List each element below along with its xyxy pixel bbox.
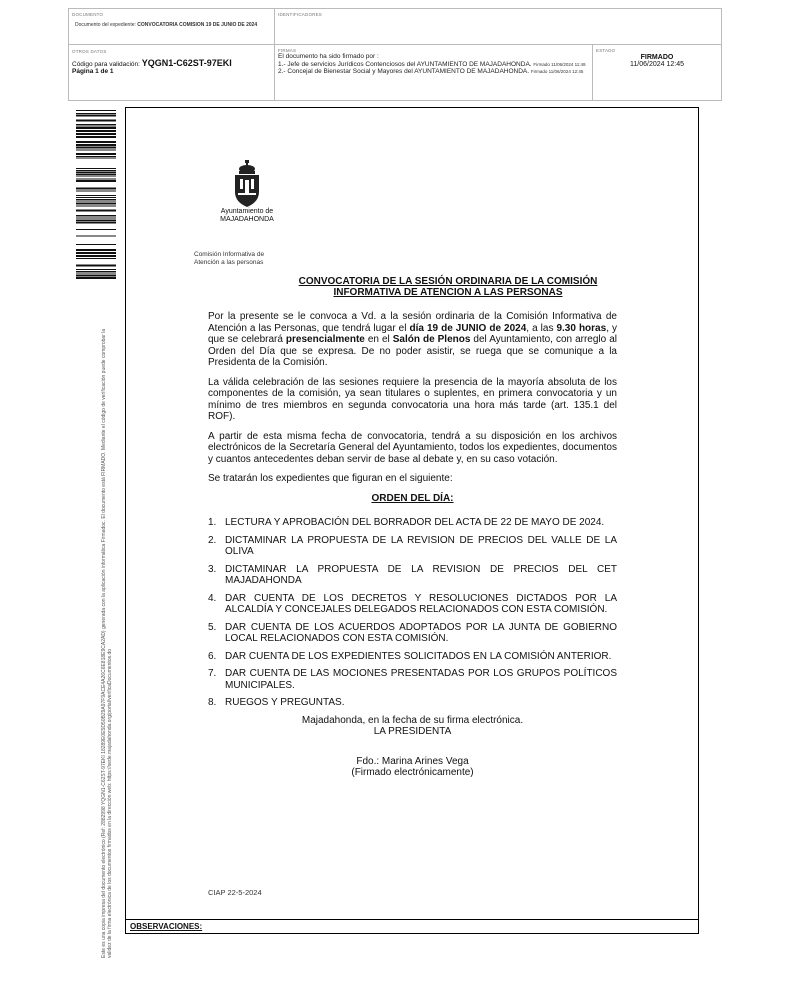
document-page (125, 107, 699, 934)
signature-place-date: Majadahonda, en la fecha de su firma electrónica. (301, 714, 524, 726)
department-line-1: Comisión Informativa de (194, 251, 265, 258)
paragraph-2: La válida celebración de las sesiones requiere la presencia de la mayoría absoluta de los componentes de la comisión, ya sean titulares o suplentes, en primera convocatoria y un mínimo de tres miembros en segunda convocatoria una hora más tarde (art. 135.1 del ROF). (208, 376, 617, 422)
title-line-1: CONVOCATORIA DE LA SESIÓN ORDINARIA DE LA COMISIÓN (298, 276, 598, 287)
firma-1-text: 1.- Jefe de servicios Jurídicos Contenciosos del AYUNTAMIENTO DE MAJADAHONDA. (278, 60, 532, 68)
department-line-2: Atención a las personas (194, 259, 264, 266)
list-item: 2. DICTAMINAR LA PROPUESTA DE LA REVISION DE PRECIOS DEL VALLE DE LA OLIVA (208, 534, 617, 557)
signature-note: (Firmado electrónicamente) (351, 767, 474, 778)
list-item: 8. RUEGOS Y PREGUNTAS. (208, 697, 345, 708)
firma-1 (278, 61, 589, 69)
estado-value: FIRMADO (640, 54, 674, 61)
signature-role: LA PRESIDENTA (373, 726, 452, 737)
department-label (194, 251, 264, 267)
document-reference: CIAP 22-5-2024 (208, 888, 262, 897)
coat-of-arms-icon (230, 160, 264, 208)
verification-side-text: Este es una copia impresa del documento electrónico (Ref: 2882998 YQGN1-C62ST-97EKI 18289E0E5D50B29A97F9ACE4A26C6E818E9CA2AD) generada con la aplicación informática Firmadoc. El documento está FIRMADO. Mediante el código de verificación puede comprobar la validez de la firma electrónica de los documentos firmados en la dirección web: https://sede.majadahonda.org/portal/verificaDocumentos.do (101, 328, 113, 958)
documento-cell (69, 9, 275, 45)
document-title (288, 276, 608, 298)
list-item: 4. DAR CUENTA DE LOS DECRETOS Y RESOLUCIONES DICTADOS POR LA ALCALDÍA Y CONCEJALES DELEGADOS RELACIONADOS CON ESTA COMISIÓN. (208, 592, 617, 615)
signature-name: Fdo.: Marina Arines Vega (356, 755, 469, 767)
paragraph-1: Por la presente se le convoca a Vd. a la sesión ordinaria de la Comisión Informativa de Atención a las Personas, que tendrá lugar el día 19 de JUNIO de 2024, a las 9.30 horas, y que se celebrará presencialmente en el Salón de Plenos del Ayuntamiento, con arreglo al Orden del Día que se expresa. De no poder asistir, se ruega que se comunique a la Presidenta de la Comisión. (208, 311, 617, 368)
identificadores-label: IDENTIFICADORES (278, 12, 323, 17)
firma-2-date: Firmado 11/06/2024 12:45 (530, 69, 584, 74)
observaciones-label: OBSERVACIONES: (126, 919, 698, 933)
list-item: 5. DAR CUENTA DE LOS ACUERDOS ADOPTADOS POR LA JUNTA DE GOBIERNO LOCAL RELACIONADOS CON ESTA COMISIÓN. (208, 621, 617, 644)
documento-text-pre: Documento del expediente: (75, 22, 136, 28)
estado-cell (593, 45, 721, 101)
list-item: 6. DAR CUENTA DE LOS EXPEDIENTES SOLICITADOS EN LA COMISIÓN ANTERIOR. (208, 650, 612, 662)
documento-label: DOCUMENTO (72, 12, 104, 17)
signature-header (68, 8, 722, 101)
estado-date: 11/06/2024 12:45 (630, 61, 684, 68)
orden-del-dia-title: ORDEN DEL DÍA: (371, 492, 454, 504)
estado-label: ESTADO (596, 48, 616, 53)
orden-del-dia-list (208, 517, 617, 709)
paragraph-3: A partir de esta misma fecha de convocatoria, tendrá a su disposición en los archivos electrónicos de la Secretaría General del Ayuntamiento, todos los expedientes, documentos y cuantos antecedentes deban servir de base al debate y, en su caso votación. (208, 430, 617, 465)
logo-line-1: Ayuntamiento de (220, 208, 274, 215)
list-item: 7. DAR CUENTA DE LAS MOCIONES PRESENTADAS POR LOS GRUPOS POLÍTICOS MUNICIPALES. (208, 668, 617, 691)
list-item: 1. LECTURA Y APROBACIÓN DEL BORRADOR DEL ACTA DE 22 DE MAYO DE 2024. (208, 517, 605, 528)
codigo-validacion (72, 58, 271, 68)
signature-block (208, 715, 617, 779)
codigo-label: Código para validación: (72, 61, 140, 68)
identificadores-cell (275, 9, 721, 45)
documento-text (72, 22, 271, 28)
document-body (208, 311, 617, 779)
logo-line-2: MAJADAHONDA (220, 216, 274, 223)
municipal-logo (210, 160, 284, 224)
title-line-2: INFORMATIVA DE ATENCION A LAS PERSONAS (333, 287, 563, 298)
barcode (76, 108, 116, 280)
firmas-label: FIRMAS (278, 48, 297, 53)
firma-2 (278, 68, 589, 76)
firmas-intro: El documento ha sido firmado por : (278, 53, 379, 60)
pagina: Página 1 de 1 (72, 68, 114, 75)
documento-text-bold: CONVOCATORIA COMISION 19 DE JUNIO DE 2024 (137, 22, 258, 28)
codigo-value[interactable]: YQGN1-C62ST-97EKI (141, 58, 232, 68)
otros-datos-label: OTROS DATOS (72, 49, 107, 54)
firma-2-text: 2.- Concejal de Bienestar Social y Mayores del AYUNTAMIENTO DE MAJADAHONDA. (278, 68, 530, 75)
otros-datos-cell (69, 45, 275, 101)
firma-1-date: Firmado 11/06/2024 11:49 (533, 61, 586, 67)
paragraph-4: Se tratarán los expedientes que figuran en el siguiente: (208, 473, 453, 484)
list-item: 3. DICTAMINAR LA PROPUESTA DE LA REVISION DE PRECIOS DEL CET MAJADAHONDA (208, 563, 617, 586)
firmas-cell (275, 45, 593, 101)
